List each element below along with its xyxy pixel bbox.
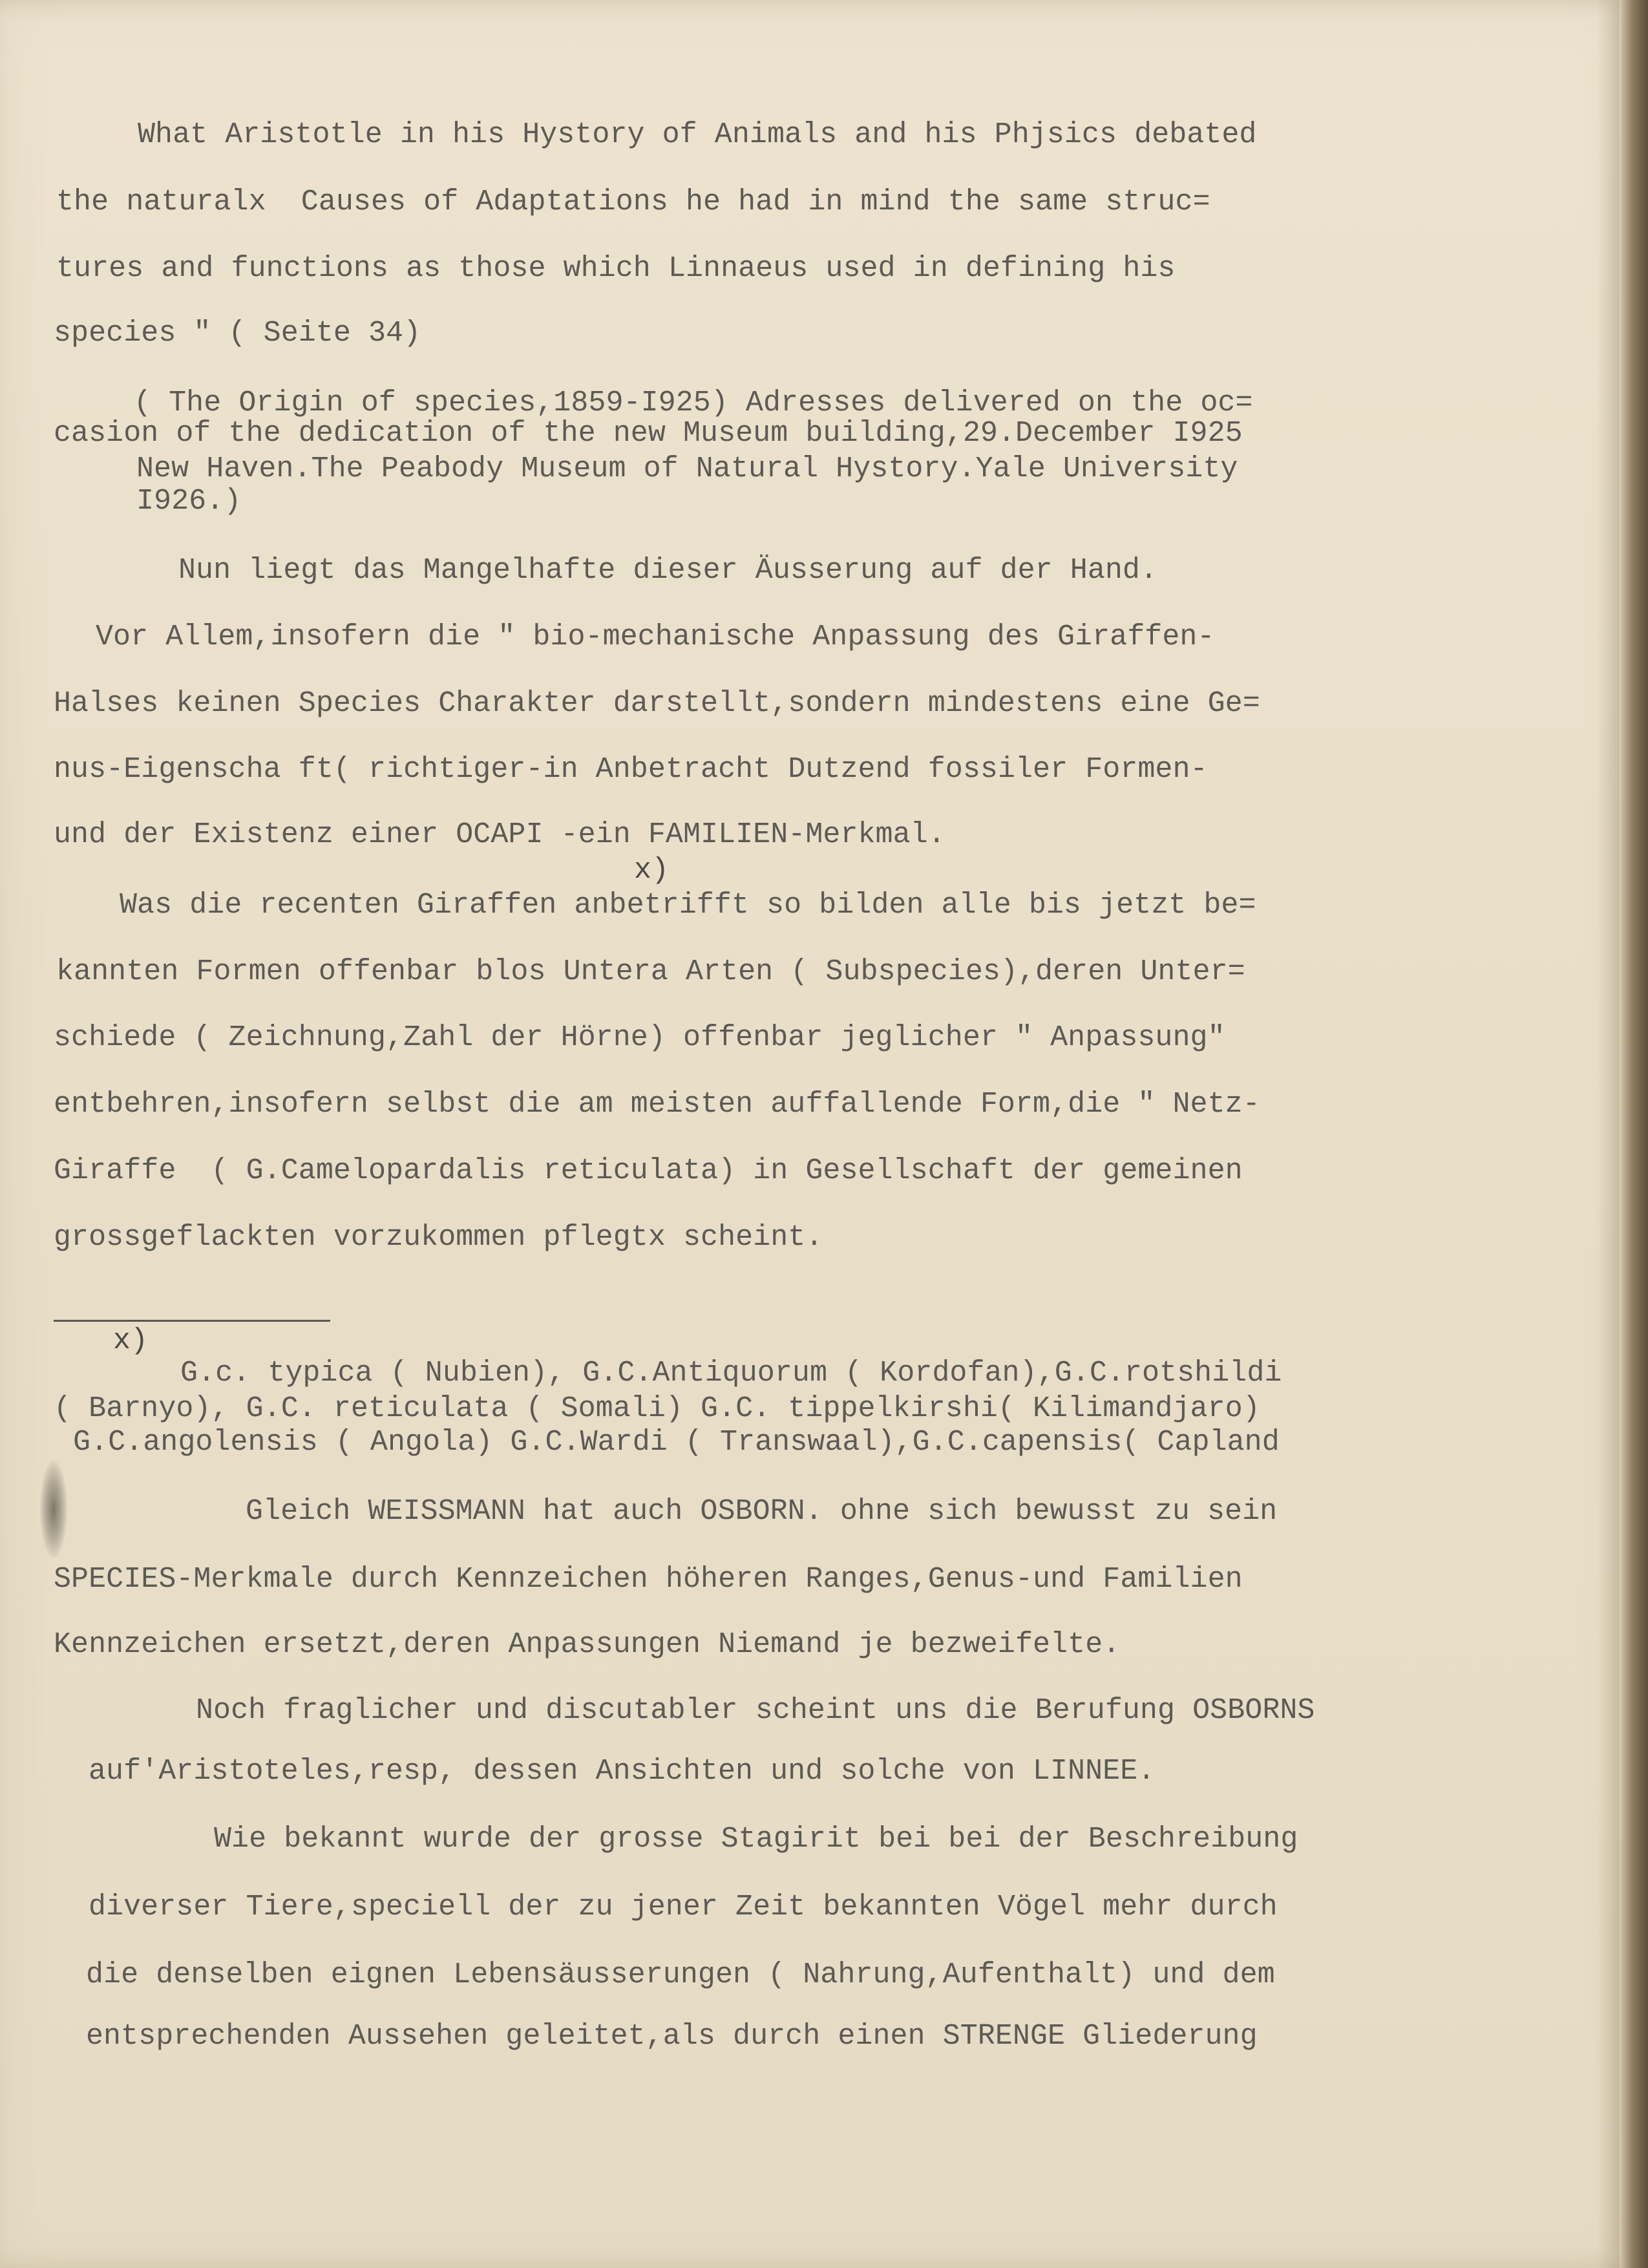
page-edge [1621,0,1648,2268]
text-line: species " ( Seite 34) [54,317,421,350]
text-line: the naturalx Causes of Adaptations he had in mind the same struc= [56,185,1210,218]
ink-smudge [40,1461,67,1558]
text-line: tures and functions as those which Linnaeus used in defining his [56,252,1176,285]
page-fold-shadow [1596,0,1620,2268]
text-line: diverser Tiere,speciell der zu jener Zeit bekannten Vögel mehr durch [89,1891,1278,1924]
text-line: Giraffe ( G.Camelopardalis reticulata) in Gesellschaft der gemeinen [54,1154,1243,1187]
text-line: Noch fraglicher und discutabler scheint uns die Berufung OSBORNS [196,1694,1315,1727]
footnote-line: G.C.angolensis ( Angola) G.C.Wardi ( Transwaal),G.C.capensis( Capland [73,1426,1280,1459]
text-line: Gleich WEISSMANN hat auch OSBORN. ohne sich bewusst zu sein [246,1495,1278,1528]
text-line: kannten Formen offenbar blos Untera Arten ( Subspecies),deren Unter= [56,955,1245,988]
text-line: Was die recenten Giraffen anbetrifft so bilden alle bis jetzt be= [120,889,1256,922]
text-line: die denselben eignen Lebensäusserungen ( Nahrung,Aufenthalt) und dem [86,1958,1275,1991]
text-line: und der Existenz einer OCAPI -ein FAMILIEN-Merkmal. [54,818,945,851]
text-line: Wie bekannt wurde der grosse Stagirit bei bei der Beschreibung [214,1823,1298,1856]
footnote-line: ( Barnyo), G.C. reticulata ( Somali) G.C. tippelkirshi( Kilimandjaro) [54,1392,1260,1425]
text-line: Halses keinen Species Charakter darstellt,sondern mindestens eine Ge= [54,687,1260,720]
text-line: nus-Eigenscha ft( richtiger-in Anbetracht Dutzend fossiler Formen- [54,753,1208,786]
text-line: entsprechenden Aussehen geleitet,als durch einen STRENGE Gliederung [86,2020,1258,2053]
footnote-rule [54,1320,330,1322]
text-line: What Aristotle in his Hystory of Animals and his Phjsics debated [138,118,1257,151]
text-line: Vor Allem,insofern die " bio-mechanische Anpassung des Giraffen- [96,620,1215,653]
footnote-marker: x) [634,854,670,887]
citation-line: New Haven.The Peabody Museum of Natural Hystory.Yale University [136,452,1238,485]
citation-line: casion of the dedication of the new Museum building,29.December I925 [54,417,1243,450]
text-line: Nun liegt das Mangelhafte dieser Äusserung auf der Hand. [178,554,1158,587]
text-line: grossgeflackten vorzukommen pflegtx scheint. [54,1221,823,1254]
text-line: entbehren,insofern selbst die am meisten auffallende Form,die " Netz- [54,1088,1260,1121]
text-line: Kennzeichen ersetzt,deren Anpassungen Niemand je bezweifelte. [54,1628,1121,1661]
footnote-marker: x) [113,1324,149,1357]
footnote-line: G.c. typica ( Nubien), G.C.Antiquorum ( Kordofan),G.C.rotshildi [180,1357,1282,1390]
citation-line: ( The Origin of species,1859-I925) Adresses delivered on the oc= [134,387,1253,419]
text-line: schiede ( Zeichnung,Zahl der Hörne) offenbar jeglicher " Anpassung" [54,1021,1225,1054]
citation-line: I926.) [136,485,242,518]
text-line: auf'Aristoteles,resp, dessen Ansichten und solche von LINNEE. [89,1755,1156,1788]
text-line: SPECIES-Merkmale durch Kennzeichen höheren Ranges,Genus-und Familien [54,1563,1243,1596]
